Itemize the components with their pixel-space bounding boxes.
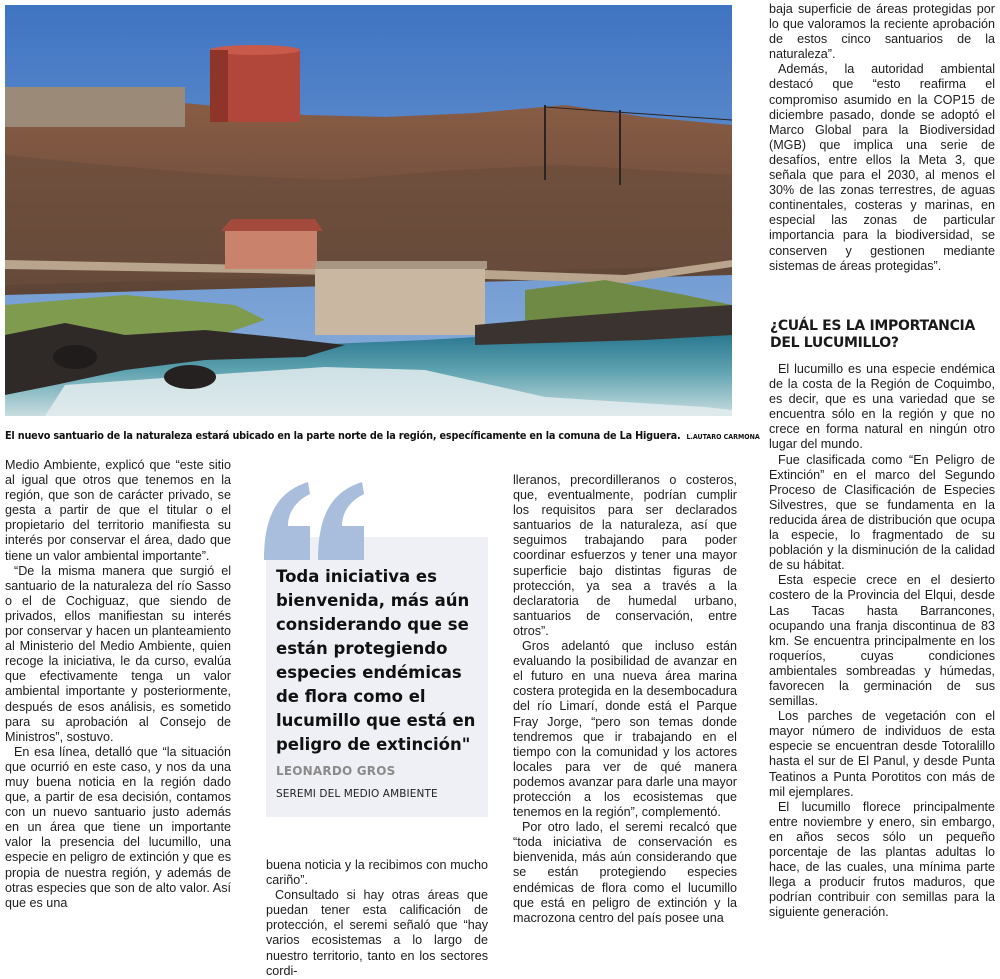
paragraph: Los parches de vegetación con el mayor número de individuos de esta especie se encuentran desde Totoralillo hasta el sur de El Panul, y desde Punta Teatinos a Punta Porotitos con más de mil ejemplares. [769, 709, 995, 799]
photo-caption-text: El nuevo santuario de la naturaleza estará ubicado en la parte norte de la región, específicamente en la comuna de La Higuera. [5, 429, 681, 442]
paragraph: buena noticia y la recibimos con mucho cariño”. [266, 858, 488, 888]
quote-mark-icon [260, 478, 370, 560]
photo-credit: L.AUTARO CARMONA [686, 433, 760, 441]
paragraph: Por otro lado, el seremi recalcó que “toda iniciativa de conservación es bienvenida, más aún considerando que se están protegiendo especies endémicas de flora como el lucumillo que está en peligro de extinción y la macrozona centro del país posee una [513, 820, 737, 925]
paragraph: baja superficie de áreas protegidas por lo que valoramos la reciente aprobación de estos cinco santuarios de la naturaleza”. [769, 2, 995, 62]
article-column-1 [5, 458, 231, 911]
paragraph: En esa línea, detalló que “la situación que ocurrió en este caso, y nos da una muy buena noticia en la región dado que, a partir de esa decisión, contamos con un nuevo santuario justo además en un área que tiene un importante valor la presencia del lucumillo, una especie en peligro de extinción y que es propia de nuestra región, y además de otras especies que son de alto valor. Así que es una [5, 744, 231, 910]
paragraph: Esta especie crece en el desierto costero de la Provincia del Elqui, desde Las Tacas hasta Barrancones, ocupando una franja discontinua de 83 km. Se encuentra principalmente en los roqueríos, cuyas condiciones ambientales sombreadas y húmedas, favorecen la germinación de sus semillas. [769, 573, 995, 709]
photo-caption [5, 429, 760, 442]
paragraph: “De la misma manera que surgió el santuario de la naturaleza del río Sasso o el de Cochiguaz, que siendo de privados, ellos manifiestan su interés por conservar y hacen un planteamiento al Ministerio del Medio Ambiente, quien recoge la iniciativa, le da curso, evalúa que efectivamente tenga un valor ambiental importante y posteriormente, después de esos análisis, es sometido para su aprobación al Consejo de Ministros”, sostuvo. [5, 563, 231, 744]
pullquote-author: LEONARDO GROS [276, 764, 396, 778]
pullquote-text: Toda iniciativa es bienvenida, más aún considerando que se están protegiendo especies endémicas de flora como el lucumillo que está en peligro de extinción" [276, 567, 476, 754]
pullquote-role: SEREMI DEL MEDIO AMBIENTE [276, 788, 438, 800]
section-subheading: ¿CUÁL ES LA IMPORTANCIA DEL LUCUMILLO? [770, 318, 976, 351]
article-column-4-section [769, 362, 995, 920]
article-column-2 [266, 858, 488, 979]
paragraph: Fue clasificada como “En Peligro de Extinción” en el marco del Segundo Proceso de Clasificación de Especies Silvestres, que se fundamenta en la reducida área de distribución que ocupa la especie, lo fragmentado de su población y la disminución de la calidad de su hábitat. [769, 452, 995, 573]
paragraph: Medio Ambiente, explicó que “este sitio al igual que otros que tenemos en la región, que son de carácter privado, se gesta a partir de que el titular o el propietario del territorio manifiesta su interés por conservar el área, dado que tiene un valor ambiental importante”. [5, 458, 231, 563]
coastline-photo-image [5, 5, 732, 416]
paragraph: El lucumillo es una especie endémica de la costa de la Región de Coquimbo, es decir, que es una variedad que se encuentra sólo en la región y que no crece en forma natural en ningún otro lugar del mundo. [769, 362, 995, 452]
paragraph: Además, la autoridad ambiental destacó que “esto reafirma el compromiso asumido en la COP15 de diciembre pasado, donde se adoptó el Marco Global para la Biodiversidad (MGB) que implica una serie de desafíos, entre ellos la Meta 3, que señala que para el 2030, al menos el 30% de las zonas terrestres, de aguas continentales, costeras y marinas, en especial las zonas de particular importancia para la biodiversidad, se conserven y gestionen mediante sistemas de áreas protegidas”. [769, 62, 995, 273]
paragraph: lleranos, precordilleranos o costeros, que, eventualmente, podrían cumplir los requisitos para ser declarados santuarios de la naturaleza, así que seguimos trabajando para poder coordinar esfuerzos y tener una mayor superficie bajo distintas figuras de protección, ya sea a través a la declaratoria de humedal urbano, santuarios de conservación, entre otros”. [513, 473, 737, 638]
paragraph: Consultado si hay otras áreas que puedan tener esta calificación de protección, el seremi señaló que “hay varios ecosistemas a lo largo de nuestro territorio, tanto en los sectores cordi- [266, 888, 488, 978]
coastline-photo [5, 5, 732, 416]
article-column-4 [769, 2, 995, 274]
paragraph: El lucumillo florece principalmente entre noviembre y enero, sin embargo, en años secos sólo un pequeño porcentaje de las plantas adultas lo hace, de las cuales, una mínima parte llega a producir frutos maduros, que podrían contribuir con semillas para la siguiente generación. [769, 799, 995, 920]
paragraph: Gros adelantó que incluso están evaluando la posibilidad de avanzar en el futuro en una nueva área marina costera protegida en la desembocadura del río Limarí, donde está el Parque Fray Jorge, “pero son temas donde tendremos que ir trabajando en el tiempo con la comunidad y los actores locales para ver de qué manera podemos avanzar para darle una mayor protección a los ecosistemas que tenemos en la región”, complementó. [513, 639, 737, 820]
article-column-3 [513, 473, 737, 926]
